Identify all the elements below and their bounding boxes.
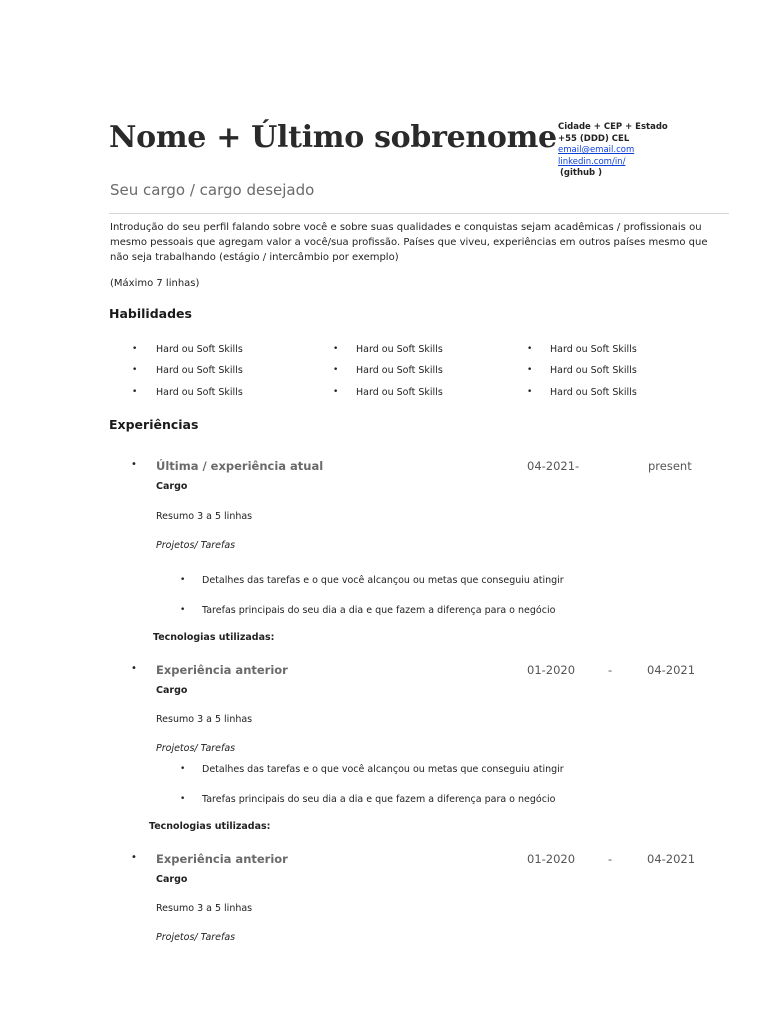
- job-title: Seu cargo / cargo desejado: [110, 181, 315, 199]
- experience-summary: Resumo 3 a 5 linhas: [156, 714, 253, 725]
- header-divider: [109, 213, 729, 214]
- task-bullet: •: [180, 794, 186, 804]
- contact-email-link[interactable]: email@email.com: [558, 145, 635, 155]
- candidate-name: Nome + Último sobrenome: [109, 120, 557, 155]
- skill-bullet: •: [132, 344, 138, 354]
- experience-projects: Projetos/ Tarefas: [156, 932, 236, 943]
- intro-max-lines: (Máximo 7 linhas): [110, 278, 200, 289]
- task-bullet: •: [180, 605, 186, 615]
- task-bullet: •: [180, 575, 186, 585]
- experience-date-separator: -: [608, 852, 613, 866]
- skill-item: Hard ou Soft Skills: [550, 387, 637, 398]
- experience-bullet: •: [131, 459, 137, 470]
- experience-projects: Projetos/ Tarefas: [156, 540, 236, 551]
- skill-item: Hard ou Soft Skills: [550, 344, 637, 355]
- experience-date-end: present: [648, 459, 692, 473]
- experience-summary: Resumo 3 a 5 linhas: [156, 511, 253, 522]
- skill-bullet: •: [333, 344, 339, 354]
- skill-item: Hard ou Soft Skills: [356, 365, 443, 376]
- experience-task: Detalhes das tarefas e o que você alcançou ou metas que conseguiu atingir: [202, 575, 564, 586]
- skill-bullet: •: [333, 365, 339, 375]
- skills-heading: Habilidades: [109, 306, 192, 321]
- experience-date-end: 04-2021: [647, 852, 696, 866]
- experience-role: Cargo: [156, 685, 188, 696]
- skill-item: Hard ou Soft Skills: [156, 344, 243, 355]
- skill-bullet: •: [132, 387, 138, 397]
- contact-github: (github ): [560, 168, 602, 178]
- experience-title: Experiência anterior: [156, 852, 288, 866]
- experience-tech: Tecnologias utilizadas:: [153, 632, 275, 643]
- contact-block: [558, 122, 668, 180]
- experience-date-start: 01-2020: [527, 663, 576, 677]
- experience-role: Cargo: [156, 481, 188, 492]
- experience-title: Experiência anterior: [156, 663, 288, 677]
- task-bullet: •: [180, 764, 186, 774]
- skill-item: Hard ou Soft Skills: [550, 365, 637, 376]
- experience-date-separator: -: [608, 663, 613, 677]
- experience-bullet: •: [131, 852, 137, 863]
- skill-item: Hard ou Soft Skills: [156, 365, 243, 376]
- experience-bullet: •: [131, 663, 137, 674]
- experience-title: Última / experiência atual: [156, 459, 324, 473]
- skill-bullet: •: [527, 365, 533, 375]
- skill-bullet: •: [132, 365, 138, 375]
- skill-bullet: •: [527, 387, 533, 397]
- skill-item: Hard ou Soft Skills: [156, 387, 243, 398]
- experience-date-start: 04-2021-: [527, 459, 580, 473]
- skill-bullet: •: [333, 387, 339, 397]
- experience-projects: Projetos/ Tarefas: [156, 743, 236, 754]
- contact-location: Cidade + CEP + Estado: [558, 122, 668, 132]
- experience-summary: Resumo 3 a 5 linhas: [156, 903, 253, 914]
- experience-date-end: 04-2021: [647, 663, 696, 677]
- experience-task: Tarefas principais do seu dia a dia e que fazem a diferença para o negócio: [202, 794, 556, 805]
- experiences-heading: Experiências: [109, 417, 199, 432]
- experience-task: Tarefas principais do seu dia a dia e que fazem a diferença para o negócio: [202, 605, 556, 616]
- contact-linkedin-link[interactable]: linkedin.com/in/: [558, 156, 626, 167]
- experience-date-start: 01-2020: [527, 852, 576, 866]
- intro-paragraph: Introdução do seu perfil falando sobre você e sobre suas qualidades e conquistas sejam acadêmicas / profissionais ou mesmo pessoais que agregam valor a você/sua profissão. Países que viveu, experiências em outros países mesmo que não seja trabalhando (estágio / intercâmbio por exemplo): [110, 222, 708, 263]
- contact-phone: +55 (DDD) CEL: [558, 133, 630, 144]
- skill-bullet: •: [527, 344, 533, 354]
- skill-item: Hard ou Soft Skills: [356, 344, 443, 355]
- experience-task: Detalhes das tarefas e o que você alcançou ou metas que conseguiu atingir: [202, 764, 564, 775]
- experience-role: Cargo: [156, 874, 188, 885]
- experience-tech: Tecnologias utilizadas:: [149, 821, 271, 832]
- skill-item: Hard ou Soft Skills: [356, 387, 443, 398]
